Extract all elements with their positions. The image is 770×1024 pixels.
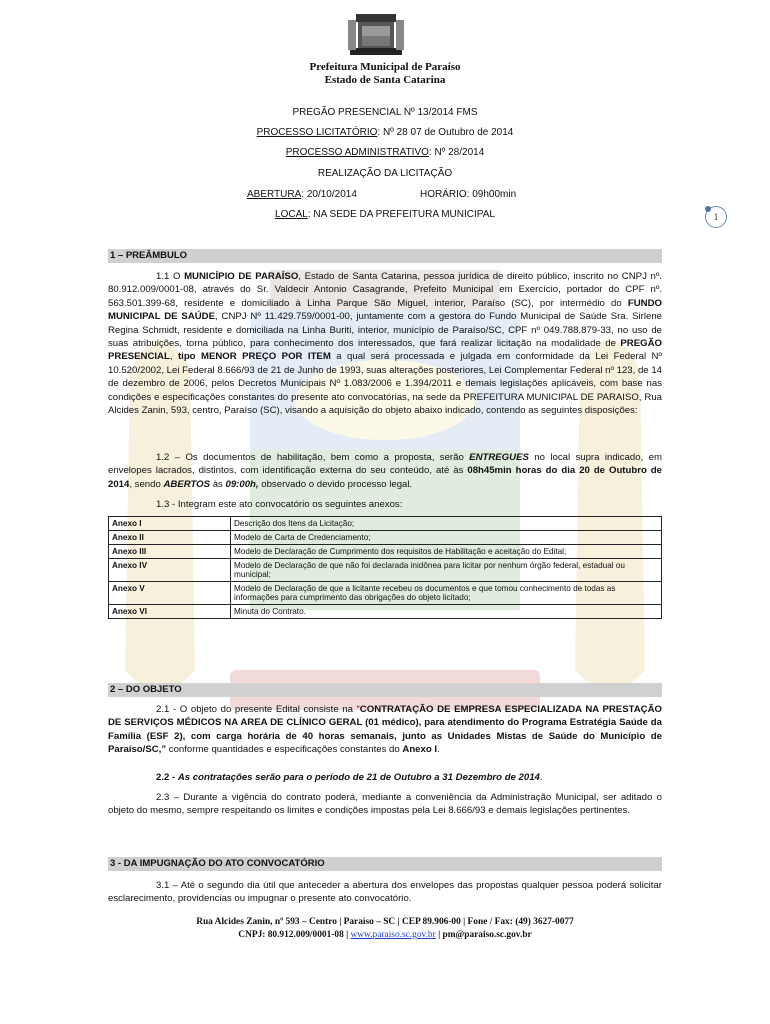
annex-desc: Modelo de Declaração de Cumprimento dos requisitos de Habilitação e aceitação do Edital; xyxy=(231,545,662,559)
footer-contact: CNPJ: 80.912.009/0001-08 | www.paraiso.sc.gov.br | pm@paraiso.sc.gov.br xyxy=(238,930,532,940)
table-row xyxy=(109,517,662,531)
section-heading-objeto: 2 – DO OBJETO xyxy=(108,683,662,697)
annex-key: Anexo I xyxy=(109,517,231,531)
table-row xyxy=(109,559,662,582)
paragraph-1-1: 1.1 O MUNICÍPIO DE PARAÍSO, Estado de Santa Catarina, pessoa jurídica de direito público, inscrito no CNPJ nº. 80.912.009/0001-08, através do Sr. Valdecir Antonio Casagrande, Prefeito Municipal em Exercício, portador do CPF nº. 563.501.399-68, residente e domiciliado à Linha Parque São Miguel, interior, Paraíso (SC), por intermédio do FUNDO MUNICIPAL DE SAÚDE, CNPJ Nº 11.429.759/0001-00, juntamente com a gestora do Fundo Municipal de Saúde Sra. Sirlene Regina Schmidt, residente e domiciliada na Linha Buriti, interior, município de Paraíso/SC, CPF nº 049.788.879-33, no uso de suas atribuições, torna público, para conhecimento dos interessados, que fará realizar licitação na modalidade de PREGÃO PRESENCIAL, tipo MENOR PREÇO POR ITEM a qual será processada e julgada em conformidade da Lei Federal Nº 10.520/2002, Lei Federal 8.666/93 de 21 de Junho de 1993, suas alterações posteriores, Lei Complementar Federal nº 123, de 14 de dezembro de 2006, pelos Decretos Municipais Nº 1.083/2006 e 1.394/2011 e demais legislações aplicáveis, com base nas condições e especificações constantes do presente ato convocatórias, na sede da PREFEITURA MUNICIPAL DE PARAISO, Rua Alcides Zanin, 593, centro, Paraíso (SC), visando a aquisição do objeto abaixo indicado, contendo as seguintes disposições: xyxy=(108,271,662,417)
table-row xyxy=(109,531,662,545)
paragraph-3-1: 3.1 – Até o segundo dia útil que anteceder a abertura dos envelopes das propostas qualquer pessoa poderá solicitar esclarecimento, providencias ou impugnar o presente ato convocatório. xyxy=(108,880,662,905)
local-line: LOCAL: NA SEDE DA PREFEITURA MUNICIPAL xyxy=(275,209,495,220)
annex-desc: Modelo de Carta de Credenciamento; xyxy=(231,531,662,545)
footer-address: Rua Alcides Zanin, nº 593 – Centro | Paraíso – SC | CEP 89.906-00 | Fone / Fax: (49) 3627-0077 xyxy=(196,917,574,927)
page-number-badge: 1 xyxy=(705,206,727,228)
processo-administrativo: PROCESSO ADMINISTRATIVO: Nº 28/2014 xyxy=(285,147,485,158)
paragraph-1-2: 1.2 – Os documentos de habilitação, bem como a proposta, serão ENTREGUES no local supra indicado, em envelopes lacrados, distintos, com identificação externa do seu conteúdo, até às 08h45min horas do dia 20 de Outubro de 2014, sendo ABERTOS às 09:00h, observado o devido processo legal. xyxy=(108,452,662,490)
horario-line: HORÁRIO: 09h00min xyxy=(420,189,517,200)
header-line-2: Estado de Santa Catarina xyxy=(324,74,446,86)
realizacao-heading: REALIZAÇÃO DA LICITAÇÃO xyxy=(317,168,453,179)
annex-desc: Modelo de Declaração de que não foi declarada inidônea para licitar por nenhum órgão federal, estadual ou municipal; xyxy=(231,559,662,582)
table-row xyxy=(109,605,662,619)
paragraph-1-3: 1.3 - Integram este ato convocatório os seguintes anexos: xyxy=(156,499,403,510)
section-heading-impugnacao: 3 - DA IMPUGNAÇÃO DO ATO CONVOCATÓRIO xyxy=(108,857,662,871)
annex-table xyxy=(108,516,662,619)
annex-desc: Modelo de Declaração de que a licitante recebeu os documentos e que tomou conhecimento de todas as informações para cumprimento das obrigações do objeto licitado; xyxy=(231,582,662,605)
paragraph-2-1: 2.1 - O objeto do presente Edital consiste na “CONTRATAÇÃO DE EMPRESA ESPECIALIZADA NA PRESTAÇÃO DE SERVIÇOS MÉDICOS NA AREA DE CLÍNICO GERAL (01 médico), para atendimento do Programa Estratégia Saúde da Família (ESF 2), com carga horária de 40 horas semanais, junto as Unidades Mistas de Saúde do Município de Paraíso/SC,” conforme quantidades e especificações constantes do Anexo I. xyxy=(108,704,662,756)
abertura-line: ABERTURA: 20/10/2014 xyxy=(247,189,357,200)
table-row xyxy=(109,582,662,605)
pregao-number: PREGÃO PRESENCIAL Nº 13/2014 FMS xyxy=(292,107,478,118)
section-heading-preambulo: 1 – PREÂMBULO xyxy=(108,249,662,263)
annex-key: Anexo V xyxy=(109,582,231,605)
processo-licitatorio: PROCESSO LICITATÓRIO: Nº 28 07 de Outubro de 2014 xyxy=(256,127,514,138)
website-link[interactable]: www.paraiso.sc.gov.br xyxy=(350,930,436,940)
annex-desc: Descrição dos Itens da Licitação; xyxy=(231,517,662,531)
annex-key: Anexo II xyxy=(109,531,231,545)
paragraph-2-3: 2.3 – Durante a vigência do contrato poderá, mediante a conveniência da Administração Municipal, ser aditado o objeto do mesmo, sempre respeitando os limites e condições impostas pela Lei 8.666/93 e demais legislações pertinentes. xyxy=(108,792,662,817)
annex-desc: Minuta do Contrato. xyxy=(231,605,662,619)
paragraph-2-2: 2.2 - As contratações serão para o período de 21 de Outubro a 31 Dezembro de 2014. xyxy=(156,772,543,783)
annex-key: Anexo IV xyxy=(109,559,231,582)
header-line-1: Prefeitura Municipal de Paraíso xyxy=(309,61,461,73)
municipal-crest-icon xyxy=(348,12,404,58)
table-row xyxy=(109,545,662,559)
annex-key: Anexo III xyxy=(109,545,231,559)
annex-key: Anexo VI xyxy=(109,605,231,619)
